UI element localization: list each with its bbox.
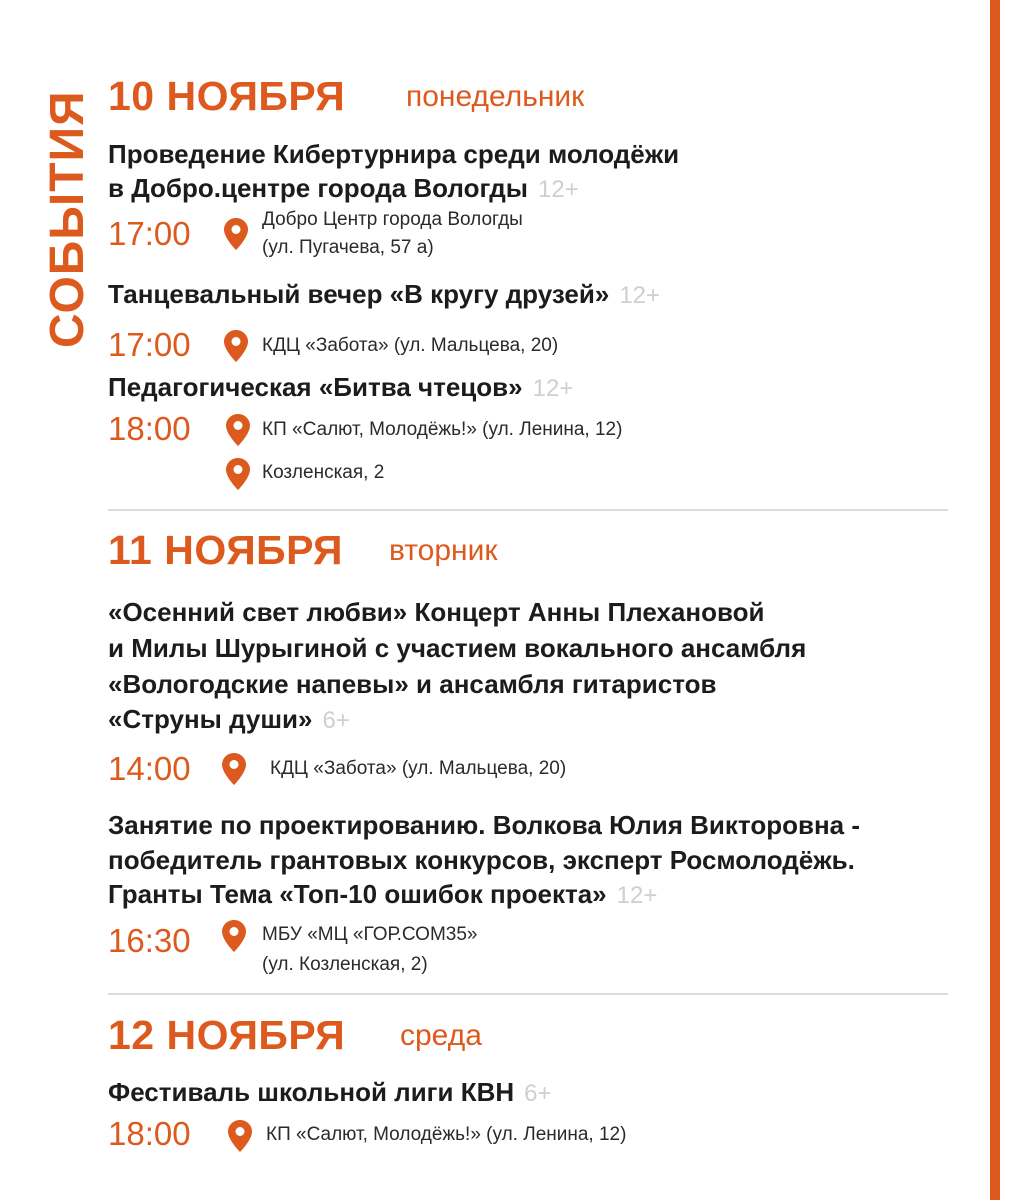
event-title-line: победитель грантовых конкурсов, эксперт Росмолодёжь. (108, 845, 855, 875)
age-rating: 12+ (532, 375, 574, 402)
event-time: 17:00 (108, 215, 191, 252)
event-place-line: КП «Салют, Молодёжь!» (ул. Ленина, 12) (262, 419, 623, 440)
location-pin-icon (224, 218, 248, 250)
day-weekday: понедельник (406, 80, 585, 113)
event-title-line: и Милы Шурыгиной с участием вокального ансамбля (108, 633, 807, 663)
divider (108, 509, 948, 511)
day-date: 10 НОЯБРЯ (108, 73, 346, 119)
event-title-line: Танцевальный вечер «В кругу друзей» 12+ (108, 279, 661, 309)
event-title-line: «Вологодские напевы» и ансамбля гитаристов (108, 669, 717, 699)
event-place-line: МБУ «МЦ «ГОР.СОМ35» (262, 924, 478, 945)
location-pin-icon (222, 920, 246, 952)
divider (108, 993, 948, 995)
event-title-line: «Струны души» 6+ (108, 704, 350, 734)
event-title-line: Фестиваль школьной лиги КВН 6+ (108, 1077, 552, 1107)
day-date: 12 НОЯБРЯ (108, 1012, 346, 1058)
event-time: 16:30 (108, 922, 191, 959)
location-pin-icon (222, 753, 246, 785)
accent-stripe (990, 0, 1000, 1200)
location-pin-icon (224, 330, 248, 362)
event-title-line: Педагогическая «Битва чтецов» 12+ (108, 372, 574, 402)
event-time: 14:00 (108, 750, 191, 787)
age-rating: 12+ (616, 882, 658, 909)
event-place-line: Добро Центр города Вологды (262, 209, 523, 230)
event-place-line: (ул. Козленская, 2) (262, 954, 428, 975)
day-date: 11 НОЯБРЯ (108, 527, 343, 573)
event-title-line: Занятие по проектированию. Волкова Юлия Викторовна - (108, 810, 860, 840)
event-place-line: КДЦ «Забота» (ул. Мальцева, 20) (270, 758, 567, 779)
day-weekday: вторник (389, 534, 498, 567)
event-time: 18:00 (108, 410, 191, 447)
event-time: 17:00 (108, 326, 191, 363)
event-title-line: в Добро.центре города Вологды 12+ (108, 173, 579, 203)
age-rating: 12+ (619, 282, 661, 309)
location-pin-icon (228, 1120, 252, 1152)
event-title-line: Гранты Тема «Топ-10 ошибок проекта» 12+ (108, 879, 658, 909)
section-label: СОБЫТИЯ (41, 90, 94, 348)
day-weekday: среда (400, 1019, 482, 1052)
event-place-line: Козленская, 2 (262, 462, 385, 483)
event-time: 18:00 (108, 1115, 191, 1152)
age-rating: 6+ (524, 1080, 552, 1107)
location-pin-icon (226, 458, 250, 490)
age-rating: 6+ (322, 707, 350, 734)
age-rating: 12+ (538, 176, 579, 203)
location-pin-icon (226, 414, 250, 446)
event-title-line: Проведение Кибертурнира среди молодёжи (108, 139, 680, 169)
event-place-line: КДЦ «Забота» (ул. Мальцева, 20) (262, 335, 559, 356)
event-title-line: «Осенний свет любви» Концерт Анны Плехановой (108, 597, 765, 627)
event-place-line: КП «Салют, Молодёжь!» (ул. Ленина, 12) (266, 1124, 627, 1145)
event-place-line: (ул. Пугачева, 57 а) (262, 237, 434, 258)
